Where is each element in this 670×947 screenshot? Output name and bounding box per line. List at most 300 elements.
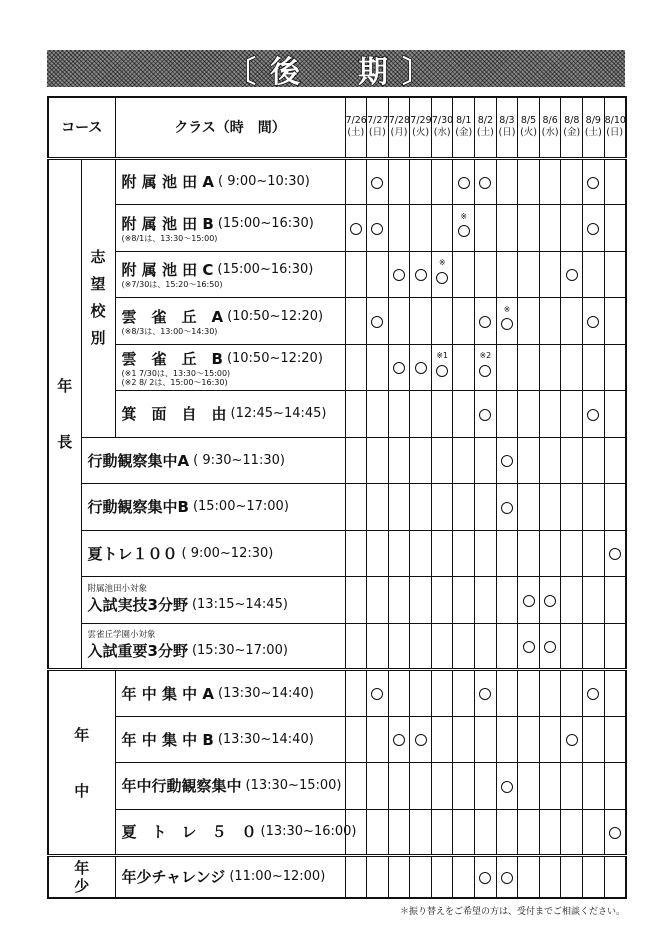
schedule-cell	[453, 484, 475, 531]
schedule-cell	[431, 856, 453, 898]
schedule-cell	[539, 763, 561, 810]
session-circle-icon	[458, 177, 470, 189]
schedule-cell	[388, 484, 410, 531]
schedule-cell	[431, 251, 453, 298]
session-circle-icon	[458, 225, 470, 237]
schedule-cell	[345, 670, 367, 717]
session-circle-icon	[371, 688, 383, 700]
class-name: 年少チャレンジ	[121, 868, 226, 887]
schedule-cell	[345, 577, 367, 624]
schedule-cell	[561, 763, 583, 810]
schedule-cell	[345, 484, 367, 531]
schedule-cell	[518, 809, 540, 856]
group-char: 年	[74, 725, 90, 744]
schedule-cell	[345, 623, 367, 670]
schedule-cell	[345, 344, 367, 391]
schedule-cell	[388, 391, 410, 438]
date-header: 7/28 (月)	[388, 97, 410, 158]
class-time: ( 9:00~10:30)	[218, 174, 310, 190]
group-char: 望	[90, 275, 106, 293]
schedule-table	[47, 96, 627, 899]
class-name: 附 属 池 田 C	[121, 261, 214, 280]
session-circle-icon	[501, 872, 513, 884]
schedule-cell	[388, 251, 410, 298]
schedule-cell	[367, 670, 389, 717]
class-name: 年中行動観察集中	[121, 777, 242, 796]
schedule-cell	[453, 716, 475, 763]
schedule-cell	[367, 251, 389, 298]
schedule-cell	[583, 484, 605, 531]
date-header: 8/9 (土)	[583, 97, 605, 158]
schedule-cell	[539, 251, 561, 298]
schedule-cell	[410, 577, 432, 624]
schedule-cell	[604, 205, 626, 252]
class-time-note: (※1 7/30は、13:30～15:00)	[121, 368, 231, 378]
class-name-cell	[115, 251, 345, 298]
schedule-cell	[518, 437, 540, 484]
schedule-cell	[410, 251, 432, 298]
class-name: 入試実技3分野	[87, 596, 188, 615]
schedule-cell	[475, 577, 497, 624]
class-time: (15:00~16:30)	[217, 262, 314, 278]
session-circle-icon	[371, 177, 383, 189]
schedule-cell	[410, 856, 432, 898]
group-label-nenchu	[48, 670, 115, 856]
class-name: 行動観察集中A	[87, 451, 190, 470]
schedule-cell	[496, 251, 518, 298]
class-row	[48, 670, 626, 717]
class-time: (13:15~14:45)	[191, 597, 288, 613]
schedule-cell	[431, 484, 453, 531]
date-header: 8/3 (日)	[496, 97, 518, 158]
schedule-cell	[388, 344, 410, 391]
schedule-cell	[496, 344, 518, 391]
schedule-cell	[453, 298, 475, 345]
schedule-cell	[367, 391, 389, 438]
schedule-cell	[496, 484, 518, 531]
schedule-cell	[410, 670, 432, 717]
date-header: 7/26 (土)	[345, 97, 367, 158]
class-time: (10:50~12:20)	[226, 350, 323, 366]
schedule-cell	[539, 205, 561, 252]
schedule-cell	[583, 298, 605, 345]
schedule-cell	[539, 670, 561, 717]
footnote: ＊振り替えをご希望の方は、受付までご相談ください。	[399, 907, 625, 917]
schedule-cell	[539, 623, 561, 670]
schedule-cell	[475, 298, 497, 345]
schedule-cell	[431, 344, 453, 391]
class-name: 年 中 集 中 B	[121, 730, 214, 749]
schedule-cell	[453, 437, 475, 484]
schedule-cell	[518, 205, 540, 252]
schedule-cell	[345, 251, 367, 298]
schedule-cell	[561, 344, 583, 391]
class-target-note: 附属池田小対象	[87, 584, 148, 595]
schedule-cell	[561, 856, 583, 898]
course-header: コース	[48, 97, 115, 158]
class-time: (13:30~14:40)	[218, 685, 314, 701]
schedule-cell	[539, 809, 561, 856]
schedule-cell	[583, 623, 605, 670]
session-circle-icon	[566, 269, 578, 281]
schedule-cell	[604, 484, 626, 531]
date-header: 8/5 (火)	[518, 97, 540, 158]
note-mark: ※	[503, 304, 511, 314]
schedule-cell	[388, 763, 410, 810]
schedule-cell	[431, 205, 453, 252]
schedule-cell	[539, 298, 561, 345]
class-row	[48, 623, 626, 670]
schedule-cell	[388, 809, 410, 856]
schedule-cell	[367, 809, 389, 856]
schedule-cell	[388, 298, 410, 345]
group-char: 校	[90, 302, 106, 320]
schedule-cell	[604, 716, 626, 763]
session-circle-icon	[523, 595, 535, 607]
date-header: 8/6 (水)	[539, 97, 561, 158]
schedule-cell	[583, 670, 605, 717]
schedule-cell	[561, 716, 583, 763]
schedule-cell	[604, 251, 626, 298]
schedule-cell	[453, 205, 475, 252]
schedule-cell	[518, 716, 540, 763]
schedule-cell	[388, 670, 410, 717]
schedule-cell	[518, 298, 540, 345]
session-circle-icon	[479, 688, 491, 700]
date-header: 8/1 (金)	[453, 97, 475, 158]
schedule-cell	[475, 763, 497, 810]
session-circle-icon	[501, 781, 513, 793]
schedule-cell	[604, 530, 626, 577]
schedule-cell	[561, 577, 583, 624]
schedule-cell	[604, 623, 626, 670]
schedule-cell	[518, 251, 540, 298]
schedule-cell	[583, 716, 605, 763]
class-time: (10:50~12:20)	[227, 308, 324, 324]
schedule-cell	[410, 391, 432, 438]
schedule-cell	[561, 158, 583, 205]
schedule-cell	[431, 763, 453, 810]
schedule-cell	[475, 205, 497, 252]
class-time-note: (※8/1は、13:30～15:00)	[121, 233, 218, 243]
session-circle-icon	[587, 688, 599, 700]
schedule-cell	[367, 623, 389, 670]
class-name-cell	[81, 484, 345, 531]
class-header: クラス（時 間）	[115, 97, 345, 158]
schedule-cell	[561, 391, 583, 438]
schedule-cell	[496, 623, 518, 670]
session-circle-icon	[587, 409, 599, 421]
schedule-cell	[539, 530, 561, 577]
session-circle-icon	[393, 734, 405, 746]
schedule-cell	[518, 670, 540, 717]
schedule-cell	[345, 809, 367, 856]
class-time-note: (※7/30は、15:20～16:50)	[121, 280, 223, 290]
page-title: 〔後 期〕	[226, 54, 446, 90]
schedule-cell	[518, 577, 540, 624]
schedule-cell	[475, 158, 497, 205]
session-circle-icon	[479, 316, 491, 328]
session-circle-icon	[544, 641, 556, 653]
schedule-cell	[367, 484, 389, 531]
schedule-cell	[604, 158, 626, 205]
schedule-cell	[431, 158, 453, 205]
title-banner	[47, 50, 625, 90]
class-name: 雲 雀 丘 B	[121, 349, 223, 368]
class-name: 行動観察集中B	[87, 498, 189, 517]
schedule-cell	[410, 344, 432, 391]
schedule-cell	[583, 530, 605, 577]
schedule-cell	[561, 530, 583, 577]
class-name-cell	[115, 809, 357, 856]
schedule-cell	[453, 344, 475, 391]
session-circle-icon	[436, 365, 448, 377]
schedule-cell	[345, 856, 367, 898]
class-row	[48, 298, 626, 345]
session-circle-icon	[609, 827, 621, 839]
schedule-cell	[604, 344, 626, 391]
schedule-cell	[583, 809, 605, 856]
class-time: (13:30~15:00)	[245, 778, 342, 794]
class-row	[48, 577, 626, 624]
schedule-cell	[475, 716, 497, 763]
schedule-cell	[453, 530, 475, 577]
schedule-cell	[561, 298, 583, 345]
schedule-cell	[388, 623, 410, 670]
class-name-cell	[115, 298, 345, 345]
schedule-cell	[539, 716, 561, 763]
class-time-note: (※2 8/ 2は、15:00～16:30)	[121, 377, 228, 387]
date-header: 7/27 (日)	[367, 97, 389, 158]
schedule-cell	[345, 716, 367, 763]
session-circle-icon	[501, 502, 513, 514]
class-row	[48, 716, 626, 763]
schedule-cell	[496, 809, 518, 856]
session-circle-icon	[523, 641, 535, 653]
schedule-cell	[496, 856, 518, 898]
schedule-cell	[453, 158, 475, 205]
schedule-cell	[345, 763, 367, 810]
group-char: 少	[74, 876, 90, 895]
schedule-cell	[431, 298, 453, 345]
group-char: 中	[74, 781, 90, 800]
class-row	[48, 158, 626, 205]
schedule-cell	[561, 484, 583, 531]
class-row	[48, 205, 626, 252]
schedule-cell	[604, 391, 626, 438]
schedule-cell	[475, 344, 497, 391]
note-mark: ※2	[479, 351, 492, 361]
schedule-cell	[431, 809, 453, 856]
class-name-cell	[115, 716, 345, 763]
schedule-cell	[583, 437, 605, 484]
schedule-cell	[367, 344, 389, 391]
schedule-cell	[410, 437, 432, 484]
date-header: 8/8 (金)	[561, 97, 583, 158]
class-name-cell	[81, 530, 345, 577]
class-name: 箕 面 自 由	[121, 405, 227, 424]
schedule-cell	[604, 298, 626, 345]
session-circle-icon	[501, 455, 513, 467]
session-circle-icon	[415, 734, 427, 746]
session-circle-icon	[609, 548, 621, 560]
session-circle-icon	[371, 223, 383, 235]
schedule-cell	[583, 158, 605, 205]
schedule-cell	[518, 391, 540, 438]
schedule-cell	[367, 158, 389, 205]
class-name-cell	[115, 763, 345, 810]
schedule-cell	[496, 158, 518, 205]
session-circle-icon	[479, 365, 491, 377]
schedule-cell	[410, 763, 432, 810]
note-mark: ※	[460, 211, 468, 221]
schedule-cell	[583, 251, 605, 298]
session-circle-icon	[415, 362, 427, 374]
schedule-cell	[561, 809, 583, 856]
schedule-cell	[583, 763, 605, 810]
class-name-cell	[81, 437, 345, 484]
schedule-cell	[367, 298, 389, 345]
schedule-cell	[518, 158, 540, 205]
class-name: 入試重要3分野	[87, 642, 188, 661]
session-circle-icon	[371, 316, 383, 328]
schedule-cell	[410, 809, 432, 856]
class-row	[48, 484, 626, 531]
class-target-note: 雲雀丘学園小対象	[87, 630, 156, 641]
schedule-cell	[410, 158, 432, 205]
schedule-cell	[388, 716, 410, 763]
class-time: (15:30~17:00)	[191, 643, 288, 659]
date-header: 8/2 (土)	[475, 97, 497, 158]
schedule-cell	[453, 391, 475, 438]
schedule-cell	[561, 670, 583, 717]
schedule-cell	[518, 484, 540, 531]
session-circle-icon	[587, 223, 599, 235]
session-circle-icon	[501, 318, 513, 330]
class-time: (13:30~14:40)	[217, 731, 314, 747]
class-name: 夏 ト レ ５ ０	[121, 823, 257, 842]
schedule-cell	[345, 391, 367, 438]
schedule-cell	[453, 670, 475, 717]
schedule-cell	[453, 251, 475, 298]
schedule-cell	[583, 856, 605, 898]
session-circle-icon	[479, 409, 491, 421]
group-char: 別	[90, 329, 106, 347]
schedule-cell	[604, 856, 626, 898]
class-time: (11:00~12:00)	[229, 869, 326, 885]
class-time: ( 9:00~12:30)	[181, 545, 274, 561]
schedule-cell	[367, 205, 389, 252]
class-row	[48, 391, 626, 438]
session-circle-icon	[479, 177, 491, 189]
schedule-cell	[518, 344, 540, 391]
schedule-cell	[431, 623, 453, 670]
session-circle-icon	[393, 362, 405, 374]
schedule-cell	[539, 484, 561, 531]
schedule-cell	[410, 205, 432, 252]
schedule-cell	[539, 577, 561, 624]
schedule-cell	[583, 205, 605, 252]
class-name-cell	[115, 670, 345, 717]
class-name-cell	[81, 577, 345, 624]
schedule-cell	[367, 530, 389, 577]
schedule-cell	[604, 577, 626, 624]
schedule-cell	[475, 670, 497, 717]
schedule-cell	[367, 437, 389, 484]
schedule-cell	[345, 530, 367, 577]
header-row	[48, 97, 626, 158]
class-time-note: (※8/3は、13:00～14:30)	[121, 326, 218, 336]
schedule-cell	[431, 716, 453, 763]
class-name-cell	[115, 391, 345, 438]
schedule-cell	[539, 158, 561, 205]
schedule-cell	[475, 856, 497, 898]
schedule-cell	[518, 856, 540, 898]
schedule-cell	[410, 484, 432, 531]
group-char: 長	[57, 432, 73, 451]
schedule-cell	[539, 856, 561, 898]
schedule-cell	[453, 577, 475, 624]
schedule-cell	[561, 251, 583, 298]
session-circle-icon	[566, 734, 578, 746]
class-name: 附 属 池 田 A	[121, 173, 214, 192]
class-time: (15:00~16:30)	[217, 215, 314, 231]
class-time: (13:30~16:00)	[260, 824, 357, 840]
class-name: 雲 雀 丘 A	[121, 307, 224, 326]
schedule-cell	[388, 205, 410, 252]
class-name-cell	[81, 623, 345, 670]
schedule-cell	[345, 158, 367, 205]
schedule-cell	[410, 298, 432, 345]
schedule-cell	[388, 437, 410, 484]
schedule-cell	[496, 437, 518, 484]
class-name: 夏トレ１００	[87, 544, 178, 563]
schedule-cell	[475, 809, 497, 856]
schedule-cell	[539, 391, 561, 438]
schedule-cell	[583, 577, 605, 624]
schedule-cell	[453, 763, 475, 810]
class-name: 附 属 池 田 B	[121, 214, 214, 233]
date-header: 7/30 (水)	[431, 97, 453, 158]
schedule-cell	[475, 391, 497, 438]
schedule-cell	[388, 530, 410, 577]
schedule-cell	[518, 763, 540, 810]
session-circle-icon	[587, 177, 599, 189]
schedule-cell	[345, 298, 367, 345]
class-name: 年 中 集 中 A	[121, 684, 214, 703]
schedule-cell	[475, 623, 497, 670]
schedule-cell	[431, 670, 453, 717]
group-label-nensho	[48, 856, 115, 898]
schedule-cell	[539, 437, 561, 484]
date-header: 8/10 (日)	[604, 97, 626, 158]
schedule-cell	[388, 577, 410, 624]
session-circle-icon	[436, 272, 448, 284]
class-time: (12:45~14:45)	[230, 406, 327, 422]
schedule-cell	[475, 484, 497, 531]
schedule-cell	[561, 437, 583, 484]
class-time: ( 9:30~11:30)	[193, 452, 285, 468]
class-name-cell	[115, 344, 345, 391]
schedule-cell	[410, 530, 432, 577]
group-char: 年	[74, 858, 90, 877]
schedule-cell	[431, 391, 453, 438]
session-circle-icon	[350, 223, 362, 235]
session-circle-icon	[587, 316, 599, 328]
schedule-cell	[604, 670, 626, 717]
schedule-cell	[518, 623, 540, 670]
schedule-cell	[453, 623, 475, 670]
